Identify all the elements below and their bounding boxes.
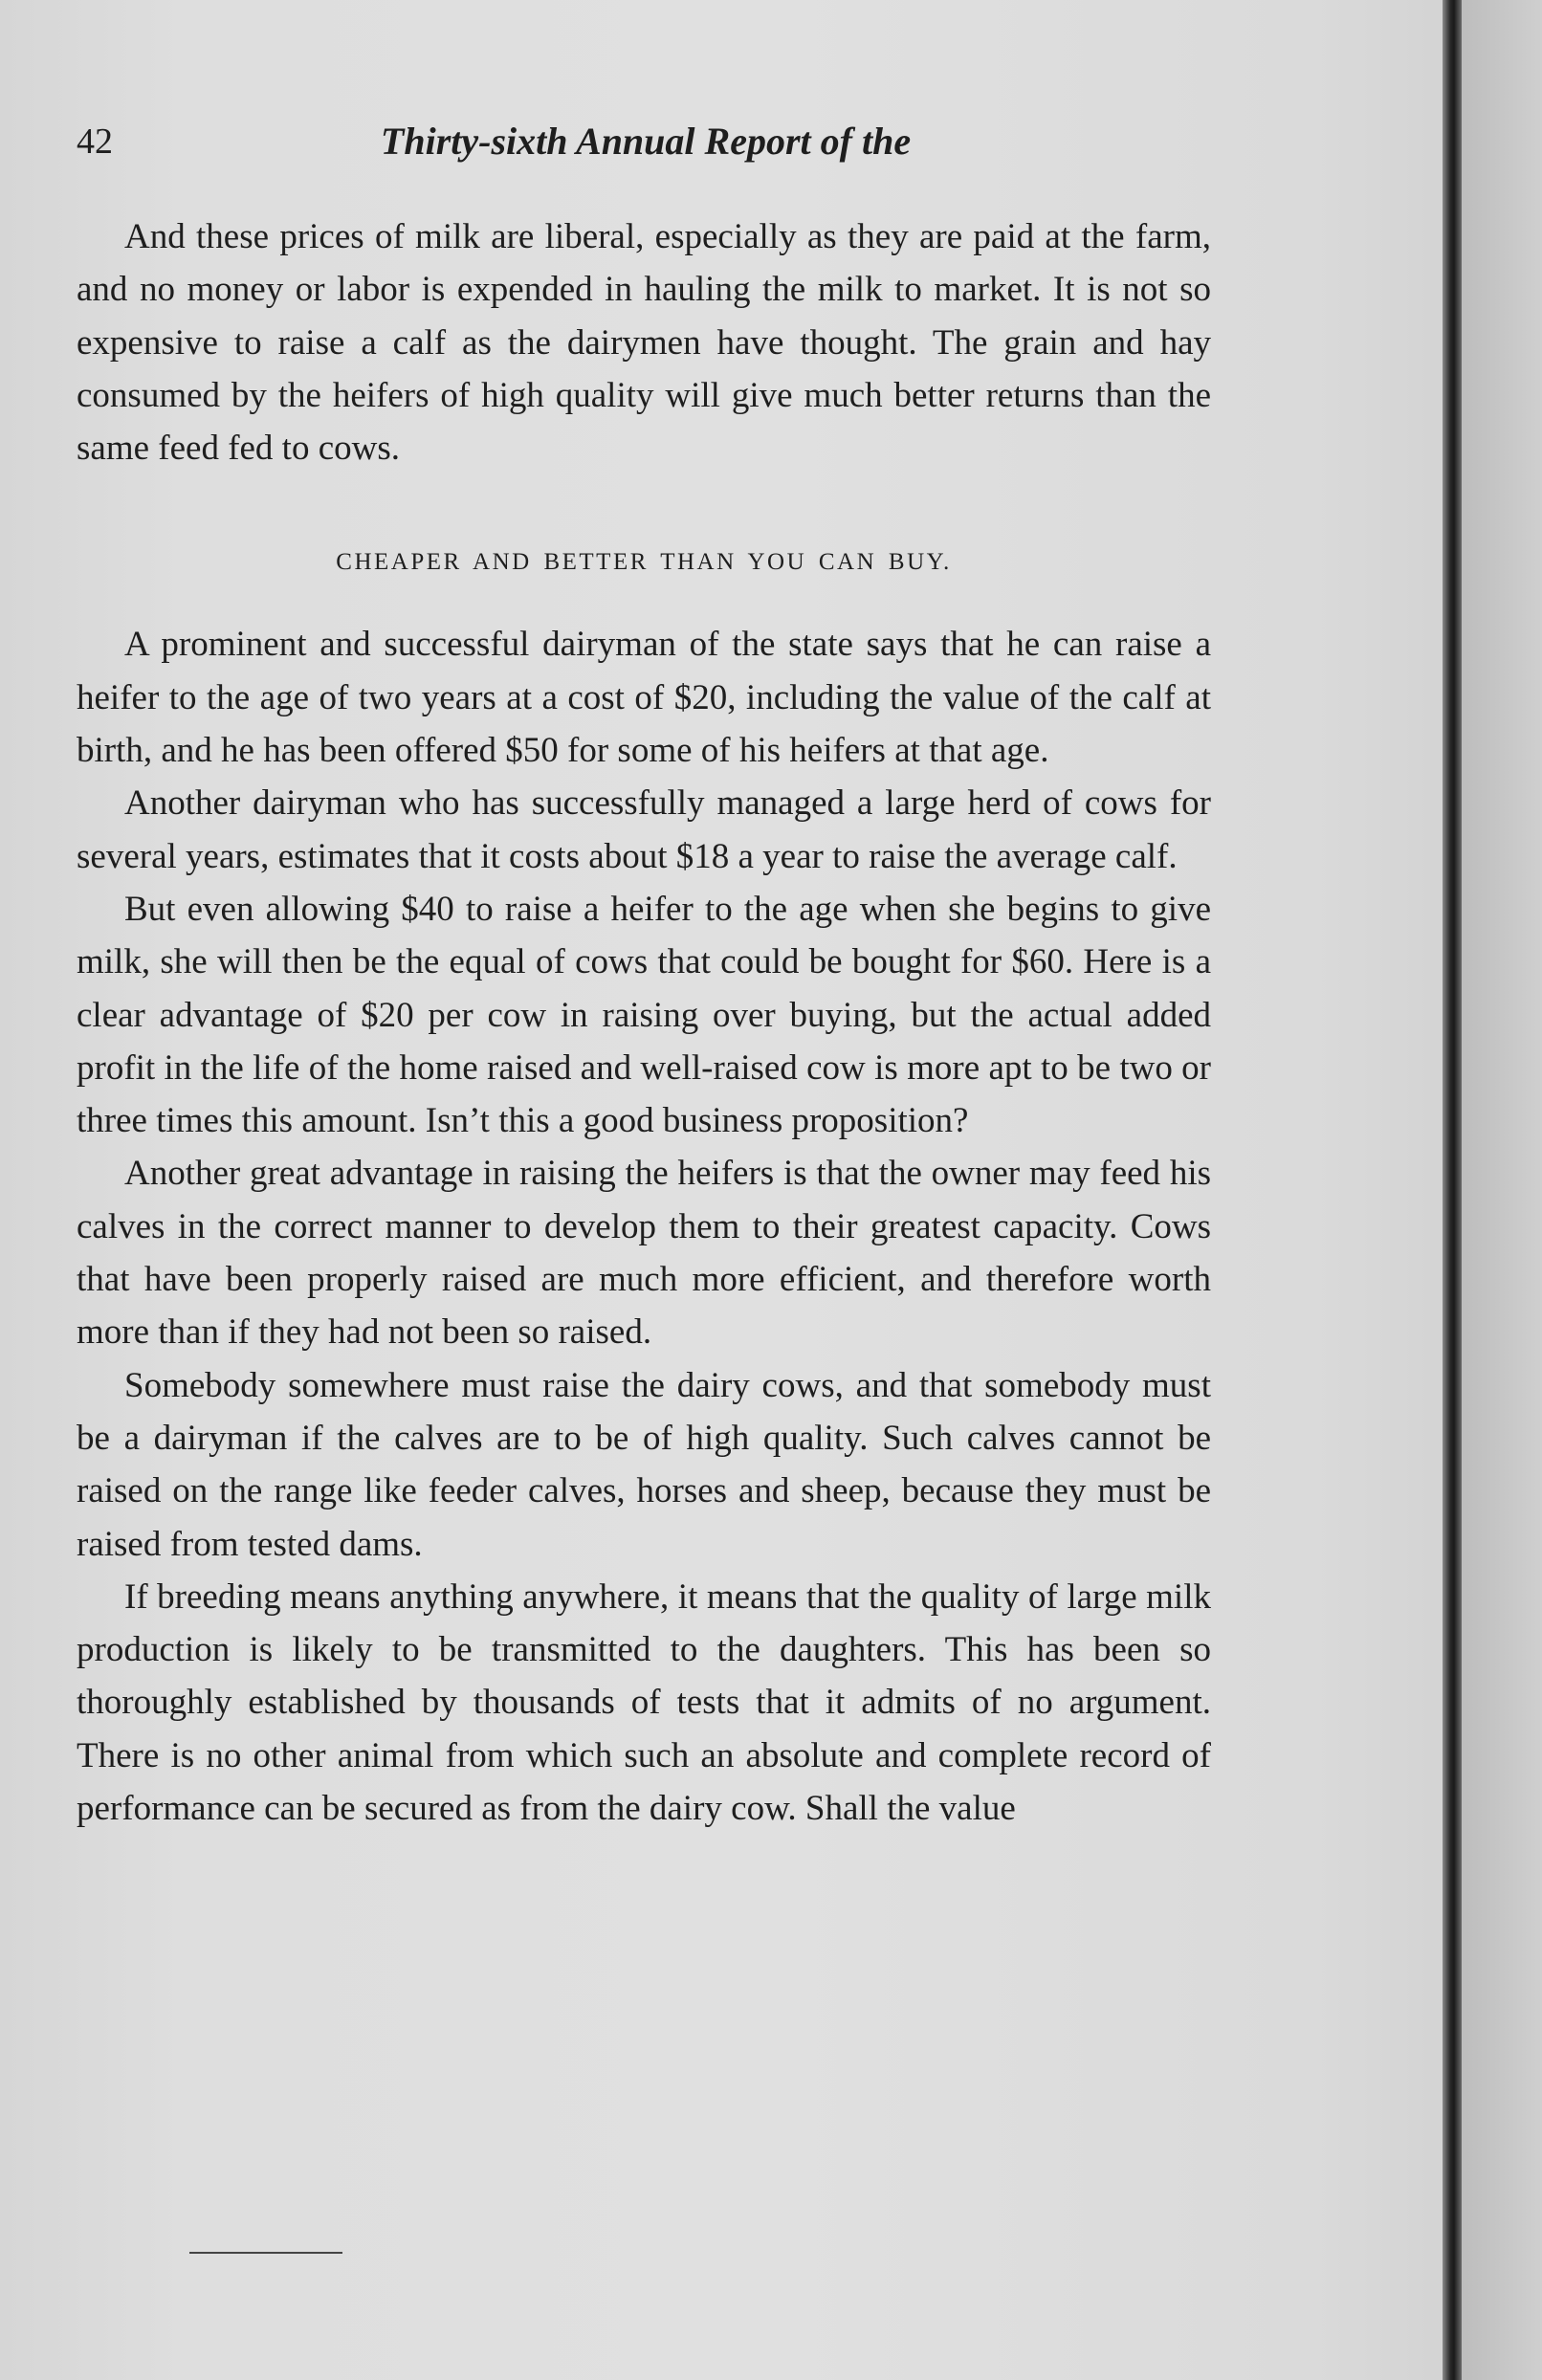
book-spine-shadow	[1443, 0, 1462, 2380]
page-header	[77, 113, 1215, 170]
paragraph-1: A prominent and successful dairyman of the state says that he can raise a heifer to the age of two years at a cost of $20, including the value of the calf at birth, and he has been offered $50 for some of his heifers at that age.	[77, 625, 1211, 771]
facing-page-edge	[1462, 0, 1542, 2380]
paragraph-3: But even allowing $40 to raise a heifer to the age when she begins to give milk, she will then be the equal of cows that could be bought for $60. Here is a clear advantage of $20 per cow in raising over buying, but the actual added profit in the life of the home raised and well-raised cow is more apt to be two or three times this amount. Isn’t this a good business proposition?	[77, 889, 1211, 1141]
opening-paragraph: And these prices of milk are liberal, especially as they are paid at the farm, and no money or labor is expended in hauling the milk to market. It is not so expensive to raise a calf as the dairymen have thought. The grain and hay consumed by the heifers of high quality will give much better returns than the same feed fed to cows.	[77, 217, 1211, 469]
section-heading: CHEAPER AND BETTER THAN YOU CAN BUY.	[336, 549, 952, 576]
paragraph-5: Somebody somewhere must raise the dairy cows, and that somebody must be a dairyman if the calves are to be of high quality. Such calves cannot be raised on the range like feeder calves, horses and sheep, because they must be raised from tested dams.	[77, 1365, 1211, 1564]
paragraph-6: If breeding means anything anywhere, it means that the quality of large milk production is likely to be transmitted to the daughters. This has been so thoroughly established by thousands of tests that it admits of no argument. There is no other animal from which such an absolute and complete record of performance can be secured as from the dairy cow. Shall the value	[77, 1576, 1211, 1829]
paragraph-4: Another great advantage in raising the heifers is that the owner may feed his calves in the correct manner to develop them to their greatest capacity. Cows that have been properly raised are much more efficient, and therefore worth more than if they had not been so raised.	[77, 1154, 1211, 1353]
running-title: Thirty-sixth Annual Report of the	[380, 120, 912, 163]
body-text	[77, 210, 1211, 1835]
page-number: 42	[77, 121, 113, 162]
paragraph-2: Another dairyman who has successfully managed a large herd of cows for several years, estimates that it costs about $18 a year to raise the average calf.	[77, 783, 1211, 876]
footnote-rule	[189, 2252, 342, 2254]
